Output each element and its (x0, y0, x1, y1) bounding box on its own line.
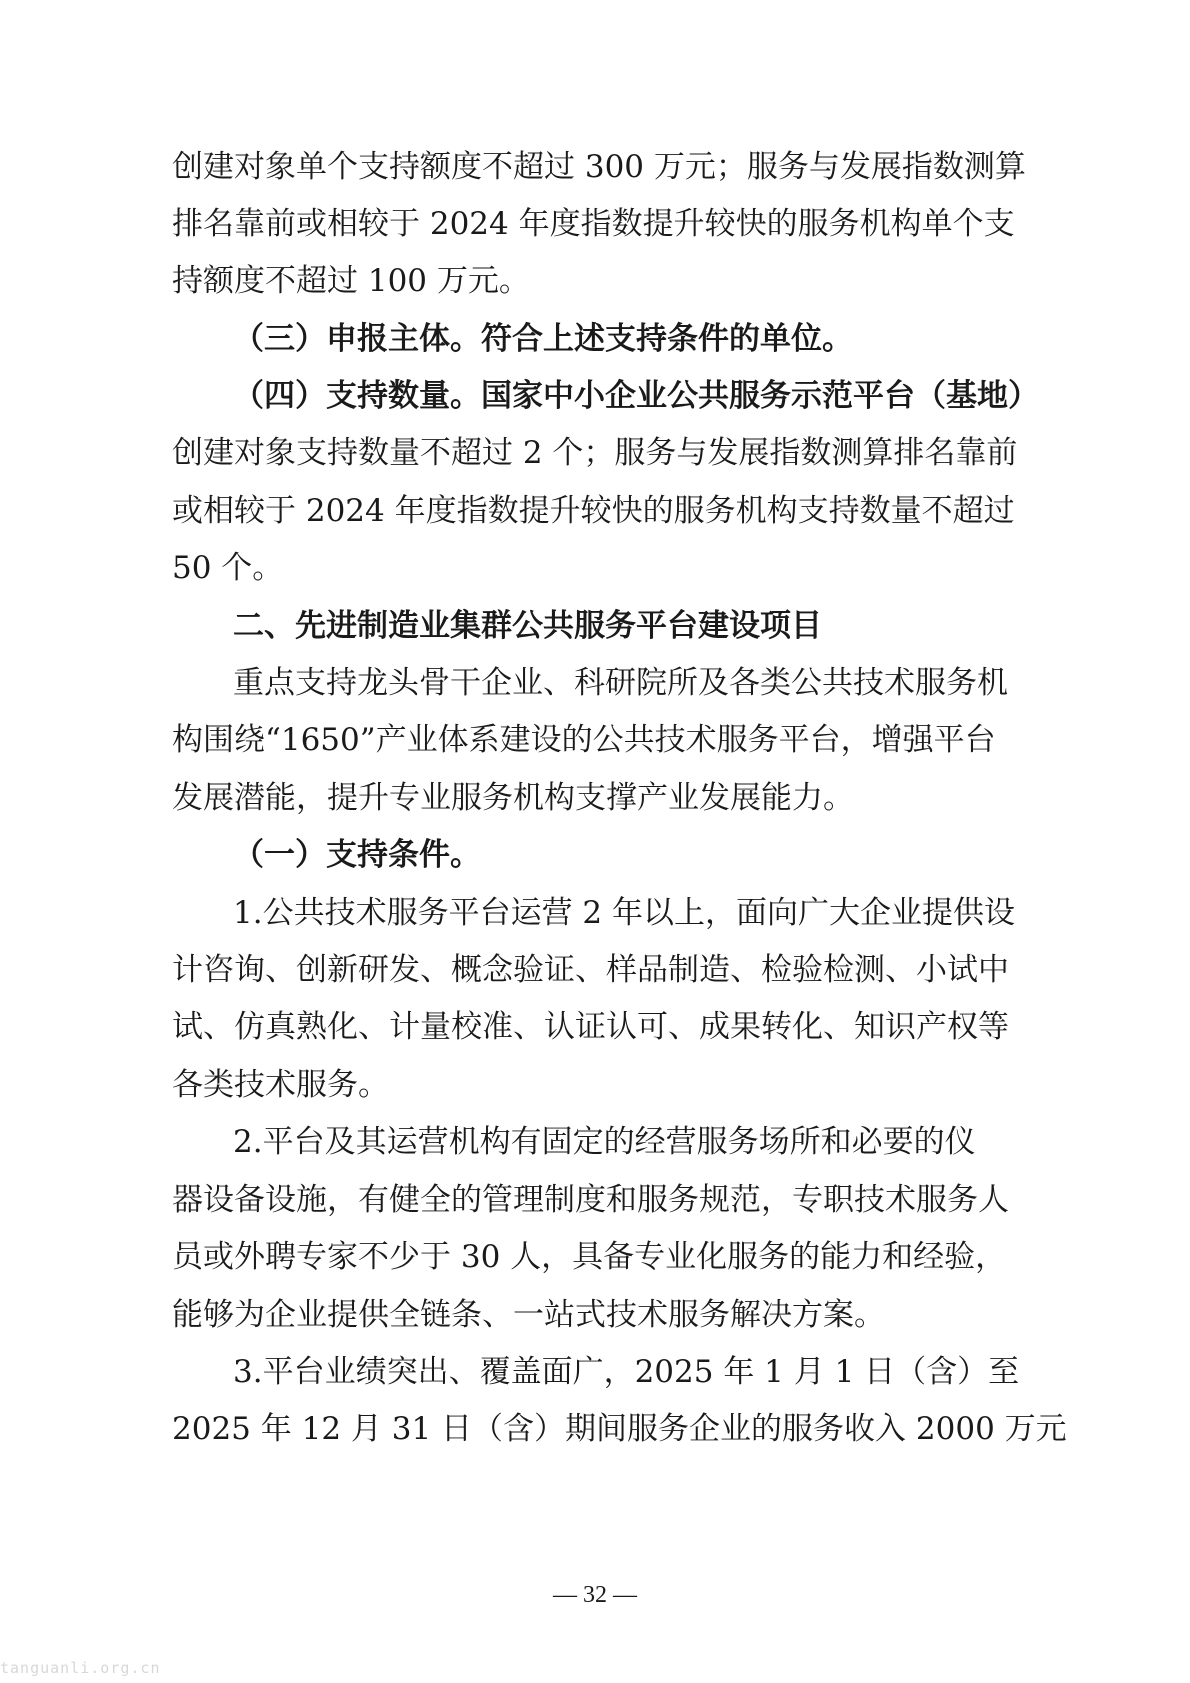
subsection-heading: （一）支持条件。 (233, 837, 481, 873)
body-text-line: 持额度不超过 100 万元。 (172, 263, 530, 299)
section-heading: 二、先进制造业集群公共服务平台建设项目 (233, 608, 822, 644)
body-text-line: 发展潜能，提升专业服务机构支撑产业发展能力。 (172, 780, 854, 816)
subsection-heading: （四）支持数量。国家中小企业公共服务示范平台（基地） (233, 378, 1039, 414)
body-text-line: 计咨询、创新研发、概念验证、样品制造、检验检测、小试中 (172, 952, 1009, 988)
body-text-line: 重点支持龙头骨干企业、科研院所及各类公共技术服务机 (233, 665, 1008, 701)
body-text-line: 创建对象支持数量不超过 2 个；服务与发展指数测算排名靠前 (172, 435, 1018, 471)
watermark: tanguanli.org.cn (0, 1659, 161, 1677)
body-text-line: 器设备设施，有健全的管理制度和服务规范，专职技术服务人 (172, 1182, 1009, 1218)
body-text-line: 50 个。 (172, 550, 284, 586)
body-text-line: 创建对象单个支持额度不超过 300 万元；服务与发展指数测算 (172, 149, 1026, 185)
body-text-line: 或相较于 2024 年度指数提升较快的服务机构支持数量不超过 (172, 493, 1015, 529)
body-text-line: 1.公共技术服务平台运营 2 年以上，面向广大企业提供设 (233, 895, 1016, 931)
body-text-line: 各类技术服务。 (172, 1067, 389, 1103)
body-text-line: 试、仿真熟化、计量校准、认证认可、成果转化、知识产权等 (172, 1009, 1009, 1045)
subsection-heading: （三）申报主体。符合上述支持条件的单位。 (233, 321, 853, 357)
body-text-line: 构围绕“1650”产业体系建设的公共技术服务平台，增强平台 (172, 722, 996, 758)
body-text-line: 排名靠前或相较于 2024 年度指数提升较快的服务机构单个支 (172, 206, 1015, 242)
body-text-line: 3.平台业绩突出、覆盖面广，2025 年 1 月 1 日（含）至 (233, 1354, 1020, 1390)
body-text-line: 2025 年 12 月 31 日（含）期间服务企业的服务收入 2000 万元 (172, 1411, 1067, 1447)
page-number: — 32 — (553, 1582, 637, 1608)
body-text-line: 2.平台及其运营机构有固定的经营服务场所和必要的仪 (233, 1124, 976, 1160)
body-text-line: 员或外聘专家不少于 30 人，具备专业化服务的能力和经验， (172, 1239, 1007, 1275)
body-text-line: 能够为企业提供全链条、一站式技术服务解决方案。 (172, 1297, 885, 1333)
